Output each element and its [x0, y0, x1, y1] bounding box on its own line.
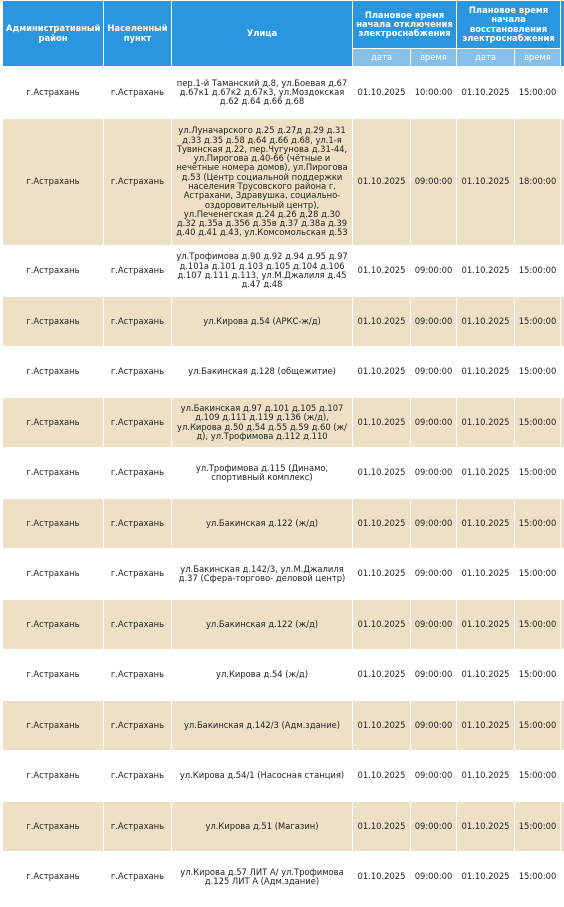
table-row — [3, 297, 564, 347]
header-planned-off: Плановое время начала отключения электроснабжения — [353, 1, 457, 49]
cell-extra — [561, 650, 564, 701]
cell-off-time: 09:00:00 — [411, 448, 457, 499]
cell-locality: г.Астрахань — [104, 701, 172, 751]
cell-locality: г.Астрахань — [104, 246, 172, 297]
cell-on-date: 01.10.2025 — [457, 650, 515, 701]
header-extra — [561, 1, 564, 67]
cell-district: г.Астрахань — [3, 751, 104, 802]
cell-locality: г.Астрахань — [104, 802, 172, 852]
table-row — [3, 119, 564, 246]
table-body — [3, 67, 564, 903]
header-off-time: время — [411, 49, 457, 67]
cell-off-time: 09:00:00 — [411, 701, 457, 751]
cell-locality: г.Астрахань — [104, 119, 172, 246]
header-off-date: дата — [353, 49, 411, 67]
cell-district: г.Астрахань — [3, 297, 104, 347]
cell-on-time: 15:00:00 — [515, 549, 561, 600]
cell-street: ул.Кирова д.57 ЛИТ А/ ул.Трофимова д.125 ЛИТ А (Адм.здание) — [172, 852, 353, 903]
table-row — [3, 600, 564, 650]
cell-on-date: 01.10.2025 — [457, 347, 515, 398]
cell-off-time: 09:00:00 — [411, 499, 457, 549]
cell-district: г.Астрахань — [3, 398, 104, 448]
cell-locality: г.Астрахань — [104, 549, 172, 600]
cell-extra — [561, 499, 564, 549]
table-row — [3, 852, 564, 903]
cell-locality: г.Астрахань — [104, 347, 172, 398]
table-row — [3, 499, 564, 549]
cell-off-date: 01.10.2025 — [353, 852, 411, 903]
cell-district: г.Астрахань — [3, 549, 104, 600]
header-street: Улица — [172, 1, 353, 67]
cell-off-date: 01.10.2025 — [353, 600, 411, 650]
table-row — [3, 347, 564, 398]
table-row — [3, 246, 564, 297]
cell-off-time: 09:00:00 — [411, 802, 457, 852]
cell-on-time: 15:00:00 — [515, 297, 561, 347]
cell-district: г.Астрахань — [3, 701, 104, 751]
cell-off-time: 09:00:00 — [411, 347, 457, 398]
cell-street: ул.Бакинская д.122 (ж/д) — [172, 600, 353, 650]
cell-on-date: 01.10.2025 — [457, 549, 515, 600]
cell-locality: г.Астрахань — [104, 448, 172, 499]
cell-street: ул.Кирова д.54 (АРКС-ж/д) — [172, 297, 353, 347]
cell-on-date: 01.10.2025 — [457, 67, 515, 119]
cell-extra — [561, 751, 564, 802]
cell-street: пер.1-й Таманский д.8, ул.Боевая д.67 д.67к1 д.67к2 д.67к3, ул.Моздокская д.62 д.64 д.66 д.68 — [172, 67, 353, 119]
header-planned-on: Плановое время начала восстановления электроснабжения — [457, 1, 561, 49]
cell-off-time: 09:00:00 — [411, 650, 457, 701]
cell-locality: г.Астрахань — [104, 67, 172, 119]
cell-district: г.Астрахань — [3, 246, 104, 297]
cell-on-date: 01.10.2025 — [457, 701, 515, 751]
cell-extra — [561, 119, 564, 246]
cell-street: ул.Бакинская д.142/3 (Адм.здание) — [172, 701, 353, 751]
cell-extra — [561, 701, 564, 751]
header-locality: Населенный пункт — [104, 1, 172, 67]
cell-off-time: 09:00:00 — [411, 549, 457, 600]
table-row — [3, 802, 564, 852]
table-row — [3, 549, 564, 600]
cell-off-date: 01.10.2025 — [353, 297, 411, 347]
table-header — [3, 1, 564, 67]
cell-street: ул.Трофимова д.90 д.92 д.94 д.95 д.97 д.101а д.101 д.103 д.105 д.104 д.106 д.107 д.111 д.113, ул.М.Джалиля д.45 д.47 д.48 — [172, 246, 353, 297]
cell-off-time: 09:00:00 — [411, 297, 457, 347]
cell-on-time: 18:00:00 — [515, 119, 561, 246]
cell-on-time: 15:00:00 — [515, 347, 561, 398]
cell-extra — [561, 246, 564, 297]
table-row — [3, 701, 564, 751]
cell-off-date: 01.10.2025 — [353, 549, 411, 600]
cell-on-time: 15:00:00 — [515, 246, 561, 297]
cell-on-time: 15:00:00 — [515, 852, 561, 903]
cell-off-time: 10:00:00 — [411, 67, 457, 119]
cell-on-date: 01.10.2025 — [457, 802, 515, 852]
cell-on-time: 15:00:00 — [515, 600, 561, 650]
cell-off-date: 01.10.2025 — [353, 119, 411, 246]
cell-on-date: 01.10.2025 — [457, 852, 515, 903]
header-district: Административный район — [3, 1, 104, 67]
header-on-time: время — [515, 49, 561, 67]
cell-on-time: 15:00:00 — [515, 67, 561, 119]
cell-off-date: 01.10.2025 — [353, 347, 411, 398]
cell-district: г.Астрахань — [3, 347, 104, 398]
cell-on-date: 01.10.2025 — [457, 751, 515, 802]
table-row — [3, 650, 564, 701]
cell-off-time: 09:00:00 — [411, 398, 457, 448]
cell-district: г.Астрахань — [3, 650, 104, 701]
cell-on-date: 01.10.2025 — [457, 448, 515, 499]
cell-off-date: 01.10.2025 — [353, 398, 411, 448]
cell-on-time: 15:00:00 — [515, 701, 561, 751]
cell-off-date: 01.10.2025 — [353, 751, 411, 802]
cell-street: ул.Кирова д.54/1 (Насосная станция) — [172, 751, 353, 802]
power-outage-table — [2, 0, 564, 903]
cell-on-date: 01.10.2025 — [457, 600, 515, 650]
cell-extra — [561, 67, 564, 119]
cell-on-date: 01.10.2025 — [457, 119, 515, 246]
cell-off-time: 09:00:00 — [411, 119, 457, 246]
cell-off-date: 01.10.2025 — [353, 650, 411, 701]
cell-locality: г.Астрахань — [104, 297, 172, 347]
cell-off-date: 01.10.2025 — [353, 499, 411, 549]
cell-district: г.Астрахань — [3, 119, 104, 246]
cell-on-time: 15:00:00 — [515, 650, 561, 701]
cell-extra — [561, 347, 564, 398]
cell-on-date: 01.10.2025 — [457, 499, 515, 549]
header-on-date: дата — [457, 49, 515, 67]
cell-street: ул.Бакинская д.128 (общежитие) — [172, 347, 353, 398]
cell-off-date: 01.10.2025 — [353, 448, 411, 499]
cell-on-time: 15:00:00 — [515, 499, 561, 549]
cell-off-date: 01.10.2025 — [353, 67, 411, 119]
cell-on-time: 15:00:00 — [515, 448, 561, 499]
cell-off-date: 01.10.2025 — [353, 701, 411, 751]
cell-district: г.Астрахань — [3, 67, 104, 119]
cell-district: г.Астрахань — [3, 448, 104, 499]
table-row — [3, 751, 564, 802]
cell-extra — [561, 802, 564, 852]
cell-off-time: 09:00:00 — [411, 600, 457, 650]
cell-district: г.Астрахань — [3, 499, 104, 549]
cell-extra — [561, 297, 564, 347]
cell-off-date: 01.10.2025 — [353, 802, 411, 852]
cell-locality: г.Астрахань — [104, 600, 172, 650]
cell-on-date: 01.10.2025 — [457, 246, 515, 297]
cell-on-date: 01.10.2025 — [457, 297, 515, 347]
cell-extra — [561, 448, 564, 499]
cell-off-date: 01.10.2025 — [353, 246, 411, 297]
cell-locality: г.Астрахань — [104, 852, 172, 903]
table-row — [3, 67, 564, 119]
cell-street: ул.Кирова д.51 (Магазин) — [172, 802, 353, 852]
cell-extra — [561, 600, 564, 650]
cell-street: ул.Бакинская д.142/3, ул.М.Джалиля д.37 (Сфера-торгово- деловой центр) — [172, 549, 353, 600]
cell-off-time: 09:00:00 — [411, 852, 457, 903]
cell-on-date: 01.10.2025 — [457, 398, 515, 448]
cell-street: ул.Бакинская д.122 (ж/д) — [172, 499, 353, 549]
cell-extra — [561, 549, 564, 600]
cell-locality: г.Астрахань — [104, 650, 172, 701]
cell-extra — [561, 852, 564, 903]
cell-on-time: 15:00:00 — [515, 751, 561, 802]
cell-street: ул.Луначарского д.25 д.27д д.29 д.31 д.33 д.35 д.58 д.64 д.66 д.68, ул.1-я Тувинская д.22, пер.Чугунова д.31-44, ул.Пирогова д.40-66 (чётные и нечётные номера домов), ул.Пирогова д.53 (Центр социальной поддержки населения Трусовского района г. Астрахани, Здравушка, социально-оздоровительный центр), ул.Печенегская д.24 д.26 д.28 д.30 д.32 д.35а д.356 д.35в д.37 д.38а д.39 д.40 д.41 д.43, ул.Комсомольская д.53 — [172, 119, 353, 246]
cell-off-time: 09:00:00 — [411, 751, 457, 802]
table-row — [3, 398, 564, 448]
cell-street: ул.Кирова д.54 (ж/д) — [172, 650, 353, 701]
cell-locality: г.Астрахань — [104, 398, 172, 448]
cell-street: ул.Бакинская д.97 д.101 д.105 д.107 д.109 д.111 д.119 д.136 (ж/д), ул.Кирова д.50 д.54 д.55 д.59 д.60 (ж/ д), ул.Трофимова д.112 д.110 — [172, 398, 353, 448]
cell-district: г.Астрахань — [3, 852, 104, 903]
cell-district: г.Астрахань — [3, 600, 104, 650]
cell-on-time: 15:00:00 — [515, 398, 561, 448]
table-row — [3, 448, 564, 499]
cell-on-time: 15:00:00 — [515, 802, 561, 852]
cell-street: ул.Трофимова д.115 (Динамо, спортивный комплекс) — [172, 448, 353, 499]
cell-locality: г.Астрахань — [104, 499, 172, 549]
cell-off-time: 09:00:00 — [411, 246, 457, 297]
cell-locality: г.Астрахань — [104, 751, 172, 802]
cell-extra — [561, 398, 564, 448]
cell-district: г.Астрахань — [3, 802, 104, 852]
